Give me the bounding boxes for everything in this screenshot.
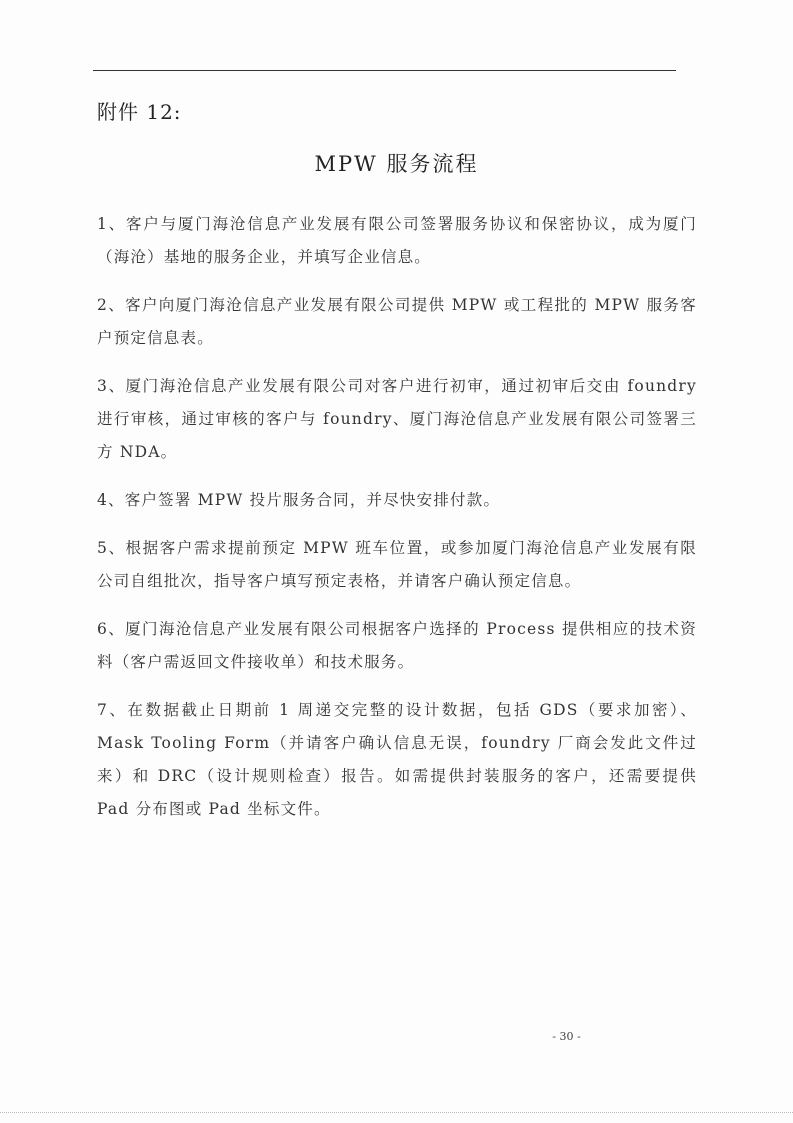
bottom-rule: [0, 1112, 793, 1113]
paragraph-4: 4、客户签署 MPW 投片服务合同，并尽快安排付款。: [97, 491, 501, 509]
paragraph-1: 1、客户与厦门海沧信息产业发展有限公司签署服务协议和保密协议，成为厦门（海沧）基地的服务企业，并填写企业信息。: [97, 215, 697, 266]
page-title: MPW 服务流程: [314, 152, 479, 176]
attachment-label: 附件 12:: [97, 100, 182, 124]
paragraph-2: 2、客户向厦门海沧信息产业发展有限公司提供 MPW 或工程批的 MPW 服务客户预定信息表。: [97, 296, 697, 347]
paragraph-5: 5、根据客户需求提前预定 MPW 班车位置，或参加厦门海沧信息产业发展有限公司自组批次，指导客户填写预定表格，并请客户确认预定信息。: [97, 539, 697, 590]
paragraph-3: 3、厦门海沧信息产业发展有限公司对客户进行初审，通过初审后交由 foundry 进行审核，通过审核的客户与 foundry、厦门海沧信息产业发展有限公司签署三方 NDA。: [97, 377, 697, 461]
header-rule: [93, 70, 676, 71]
paragraph-7: 7、在数据截止日期前 1 周递交完整的设计数据，包括 GDS（要求加密）、Mask Tooling Form（并请客户确认信息无误，foundry 厂商会发此文件过来）和 DRC（设计规则检查）报告。如需提供封装服务的客户，还需要提供 Pad 分布图或 Pad 坐标文件。: [97, 701, 697, 818]
paragraph-6: 6、厦门海沧信息产业发展有限公司根据客户选择的 Process 提供相应的技术资料（客户需返回文件接收单）和技术服务。: [97, 620, 697, 671]
document-body: [97, 208, 697, 841]
page-number: - 30 -: [552, 1030, 581, 1043]
